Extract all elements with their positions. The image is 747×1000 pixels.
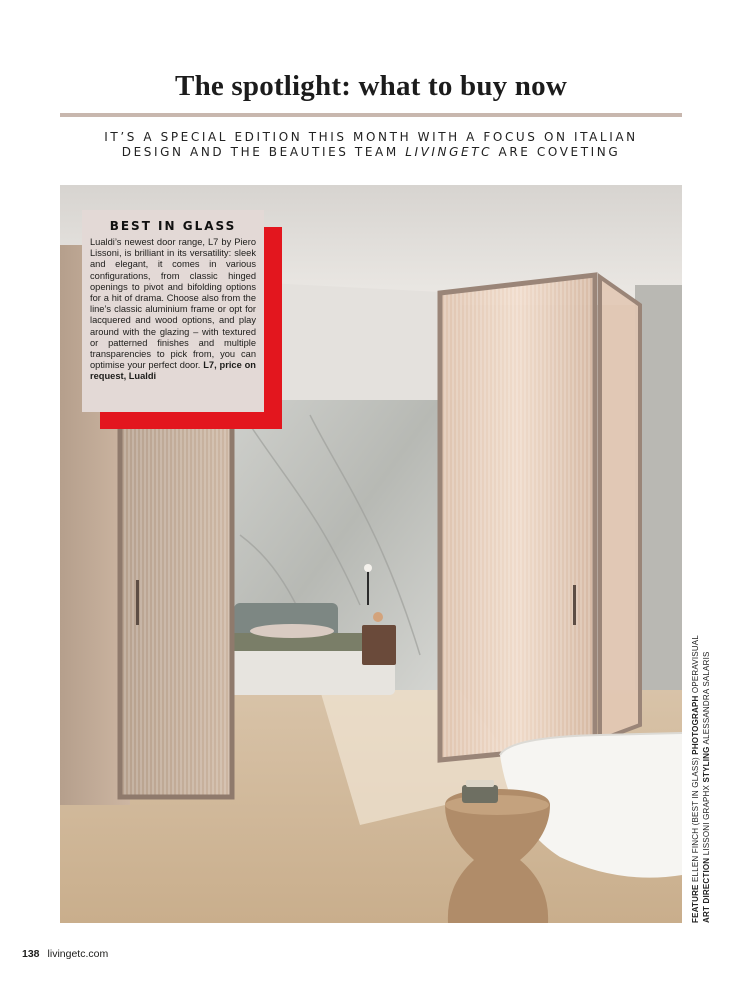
credit-label: FEATURE [691,884,700,923]
photo-credits [690,635,720,923]
credit-value: OPERAVISUAL [691,635,700,696]
page-headline: The spotlight: what to buy now [175,70,567,102]
credit-value: ELLEN FINCH (BEST IN GLASS) [691,754,700,885]
feature-box [82,210,264,412]
site-url: livingetc.com [47,948,109,960]
headline-rule [60,113,682,117]
credit-value: ALESSANDRA SALARIS [702,651,711,747]
credit-label: STYLING [702,746,711,783]
page-folio [22,948,108,960]
standfirst [60,130,682,160]
feature-box-body [90,237,256,383]
feature-box-text: Lualdi’s newest door range, L7 by Piero Lissoni, is brilliant in its versatility: sleek and elegant, it comes in various configurations, from classic hinged openings to pivot and bifolding options for a hit of drama. Choose also from the line’s classic aluminium frame or opt for lacquered and wood options, and play around with the glazing – with textured or patterned finishes and multiple transparencies to pick from, you can optimise your perfect door. [90,237,256,371]
feature-box-title: BEST IN GLASS [109,219,237,233]
standfirst-line-2 [60,145,682,160]
standfirst-brand: LIVINGETC [405,145,493,159]
credit-label: PHOTOGRAPH [691,695,700,755]
standfirst-line-1: IT’S A SPECIAL EDITION THIS MONTH WITH A FOCUS ON ITALIAN [104,130,638,144]
page-number: 138 [22,948,40,960]
credits-line-2 [701,651,712,923]
credit-label: ART DIRECTION [702,857,711,923]
standfirst-text-end: ARE COVETING [492,145,621,159]
credit-value: LISSONI GRAPHX [702,782,711,858]
credits-line-1 [690,635,701,923]
feature-box-price: L7, price on request, Lualdi [90,360,256,382]
standfirst-text: DESIGN AND THE BEAUTIES TEAM [121,145,406,159]
